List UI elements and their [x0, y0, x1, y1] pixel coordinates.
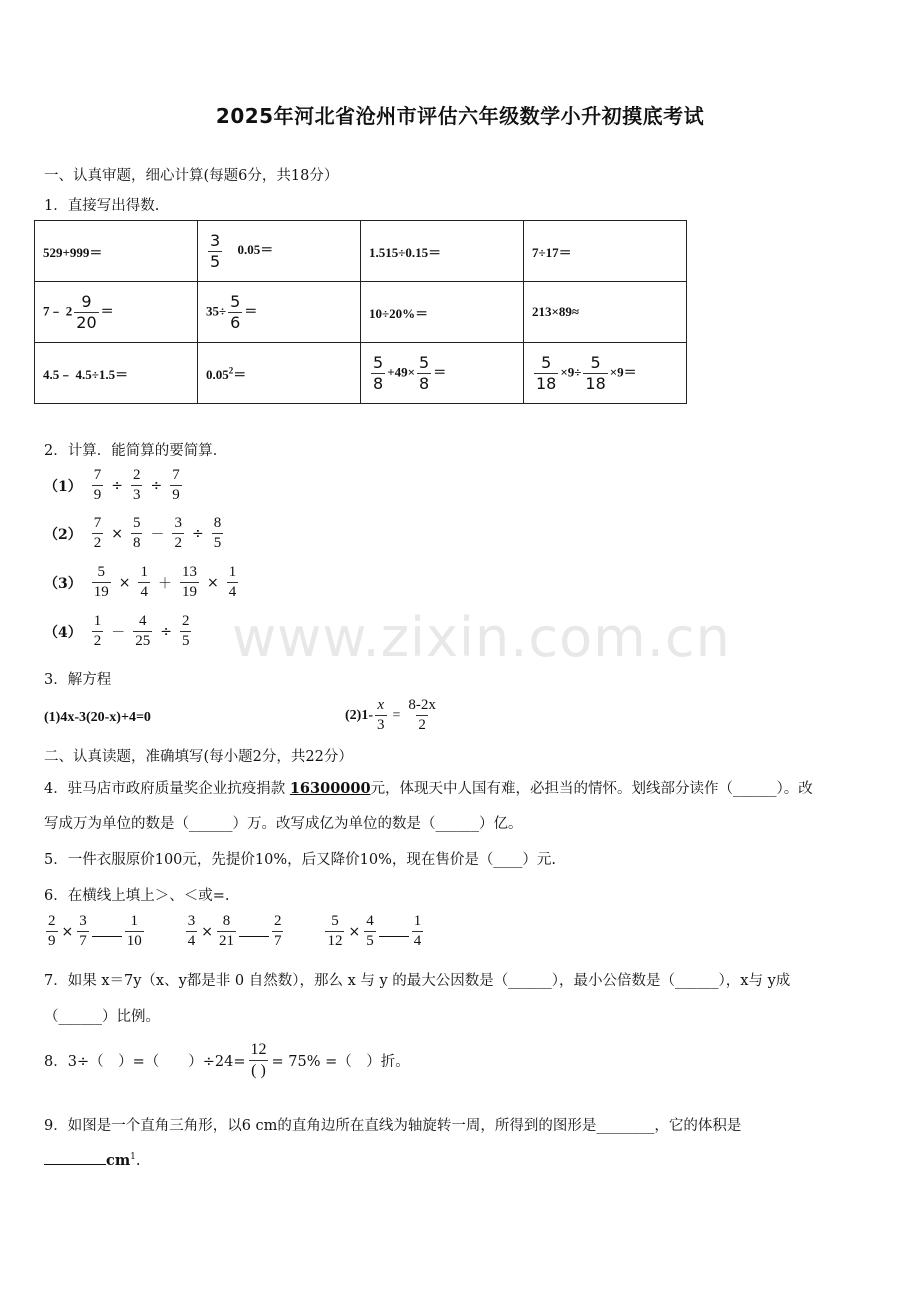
answer-blank [92, 926, 122, 937]
q2-item-label: （1） [44, 478, 82, 495]
fraction: $\frac{5}{8}$ [373, 352, 384, 393]
fraction: $\frac{1}{4}$ [228, 564, 237, 600]
q2-expression [44, 516, 225, 551]
fraction: $\frac{3}{7}$ [79, 913, 87, 949]
answer-blank [239, 926, 269, 937]
fraction: $\frac{5}{18}$ [585, 352, 606, 393]
operator: × [206, 574, 219, 591]
q9-line2: $cm^1$. [44, 1150, 141, 1169]
fraction: $\frac{3}{2}$ [174, 515, 182, 551]
fraction: $\frac{5}{18}$ [536, 352, 557, 393]
q1-cell: 35÷ $\frac{5}{6}$ ＝ [198, 282, 361, 343]
operator: ÷ [150, 477, 163, 494]
operator: × [61, 923, 74, 940]
section2-heading: 二、认真读题，准确填写(每小题2分，共22分） [44, 749, 353, 765]
q2-expression [44, 614, 193, 649]
operator: × [201, 923, 213, 940]
q1-cell: 1.515÷0.15＝ [361, 221, 524, 282]
operator: ÷ [160, 623, 172, 640]
fraction: $\frac{5}{8}$ [132, 515, 141, 551]
q3-equation-1: (1)4x-3(20-x)+4=0 [44, 710, 151, 725]
q1-cell: 4.5﹣ 4.5÷1.5＝ [35, 343, 198, 404]
operator: × [348, 923, 361, 940]
fraction: $\frac{13}{19}$ [181, 564, 197, 600]
q4-line2: 写成万为单位的数是（______）万。改写成亿为单位的数是（______）亿。 [44, 816, 523, 832]
operator: × [111, 525, 123, 542]
fraction: $\frac{5}{8}$ [419, 352, 430, 393]
comparison-group [323, 914, 425, 949]
fraction: $\frac{7}{2}$ [93, 515, 102, 551]
q1-cell: 529+999＝ [35, 221, 198, 282]
comparison-group [184, 914, 286, 949]
q1-cell: $0.05^2=$ [198, 343, 361, 404]
fraction: $\frac{2}{7}$ [273, 913, 282, 949]
fraction: $\frac{1}{4}$ [140, 564, 148, 600]
operator: － [150, 526, 165, 543]
q2-item-label: （4） [44, 624, 82, 641]
q1-cell: 7﹣ 2 $\frac{9}{20}$ ＝ [35, 282, 198, 343]
fraction: $\frac{4}{25}$ [135, 613, 151, 649]
answer-blank [379, 926, 409, 937]
underlined-number: 16300000 [289, 780, 371, 797]
q5-text: 5．一件衣服原价100元，先提价10%，后又降价10%，现在售价是（____）元. [44, 852, 556, 868]
q7-line1: 7．如果 x＝7y（x、y都是非 0 自然数），那么 x 与 y 的最大公因数是（______），最小公倍数是（______），x与 y成 [44, 973, 791, 989]
fraction: $\frac{7}{9}$ [93, 467, 102, 503]
fraction: $\frac{1}{10}$ [126, 913, 142, 949]
operator: ＋ [157, 575, 172, 592]
q2-expression [44, 468, 184, 503]
fraction: $\frac{8}{21}$ [218, 913, 234, 949]
q2-label: 2．计算．能简算的要简算． [44, 443, 228, 459]
q1-cell: $\frac{5}{18}$ ×9÷ $\frac{5}{18}$ ×9＝ [524, 343, 687, 404]
q2-expression [44, 565, 240, 600]
watermark: www.zixin.com.cn [232, 606, 731, 669]
operator: ÷ [191, 525, 204, 542]
q4-line1: 4．驻马店市政府质量奖企业抗疫捐款 16300000元，体现天中人国有难，必担当的情怀。划线部分读作（______）。改 [44, 780, 813, 797]
fraction: $\frac{7}{9}$ [172, 467, 180, 503]
q1-cell: $\frac{3}{5}$ 0.05＝ [198, 221, 361, 282]
fraction: $\frac{1}{2}$ [93, 613, 102, 649]
operator: × [118, 574, 131, 591]
q1-cell: 213×89≈ [524, 282, 687, 343]
fraction: $\frac{3}{5}$ [210, 230, 221, 271]
q9-line1: 9．如图是一个直角三角形，以6 cm的直角边所在直线为轴旋转一周，所得到的图形是________，它的体积是 [44, 1118, 742, 1134]
q6-comparisons [44, 914, 463, 949]
q6-label: 6．在横线上填上＞、＜或=. [44, 888, 230, 904]
q2-item-label: （2） [44, 526, 82, 543]
fraction: $\frac{5}{12}$ [327, 913, 343, 949]
comparison-group [44, 914, 146, 949]
fraction: $\frac{3}{4}$ [187, 913, 196, 949]
q1-cell: 10÷20%＝ [361, 282, 524, 343]
fraction: $\frac{2}{9}$ [48, 913, 56, 949]
q3-equation-2: (2)1- $\frac{x}{3}$ = $\frac{8-2x}{2}$ [345, 697, 436, 733]
q1-table [34, 220, 687, 404]
fraction: $\frac{9}{20}$ [76, 291, 97, 332]
page-title: 2025年河北省沧州市评估六年级数学小升初摸底考试 [215, 104, 705, 128]
operator: － [111, 624, 126, 641]
q1-cell: 7÷17＝ [524, 221, 687, 282]
q7-line2: （______）比例。 [44, 1009, 160, 1025]
q3-label: 3．解方程 [44, 672, 112, 688]
q2-item-label: （3） [44, 575, 82, 592]
fraction: $\frac{8-2x}{2}$ [408, 697, 436, 733]
fraction: $\frac{1}{4}$ [413, 913, 422, 949]
q8-text: 8．3÷（ ）=（ ）÷24= $\frac{12}{( )}$ = 75% =（ ）折。 [44, 1041, 410, 1079]
fraction: $\frac{5}{6}$ [230, 291, 241, 332]
fraction: $\frac{2}{5}$ [181, 613, 190, 649]
fraction: $\frac{4}{5}$ [366, 913, 374, 949]
q1-cell: $\frac{5}{8}$ +49× $\frac{5}{8}$ ＝ [361, 343, 524, 404]
fraction: $\frac{x}{3}$ [377, 697, 385, 733]
fraction: $\frac{12}{( )}$ [250, 1041, 267, 1079]
section1-heading: 一、认真审题，细心计算(每题6分，共18分） [44, 168, 339, 184]
q1-label: 1．直接写出得数. [44, 198, 160, 214]
fraction: $\frac{2}{3}$ [132, 467, 141, 503]
operator: ÷ [111, 477, 123, 494]
answer-blank [44, 1150, 106, 1165]
fraction: $\frac{5}{19}$ [93, 564, 109, 600]
fraction: $\frac{8}{5}$ [213, 515, 222, 551]
